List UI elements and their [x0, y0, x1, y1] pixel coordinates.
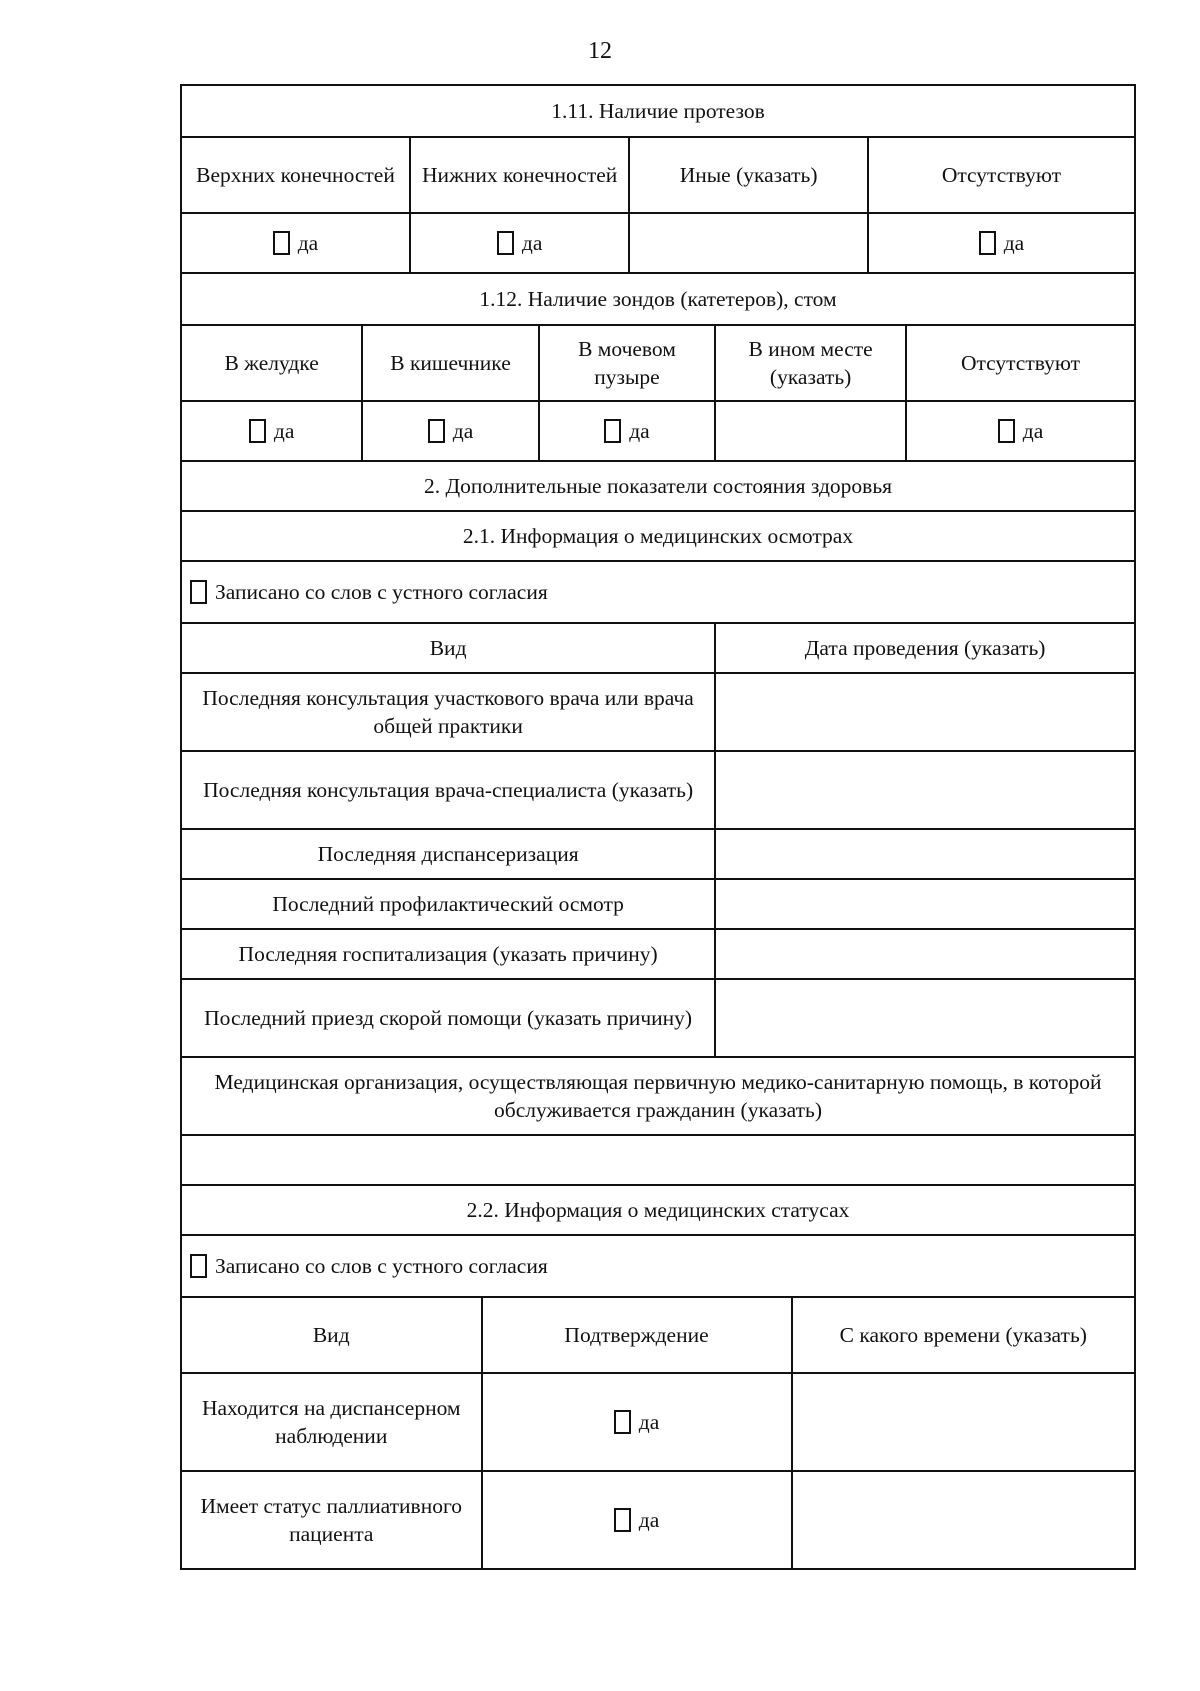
- checkbox-label: да: [273, 419, 295, 443]
- prostheses-upper-checkbox[interactable]: [273, 231, 290, 255]
- status-confirm-cell: [482, 1373, 792, 1471]
- probes-title: 1.12. Наличие зондов (катетеров), стом: [181, 273, 1135, 325]
- checkbox-label: да: [629, 419, 650, 443]
- status-palliative-checkbox[interactable]: [614, 1508, 631, 1532]
- exams-consent-label: Записано со слов с устного согласия: [215, 580, 548, 604]
- probes-col-stomach: В желудке: [181, 325, 362, 401]
- prostheses-col-upper: Верхних конечностей: [181, 137, 410, 213]
- prostheses-absent-checkbox[interactable]: [979, 231, 996, 255]
- exams-title: 2.1. Информация о медицинских осмотрах: [181, 511, 1135, 561]
- prostheses-col-lower: Нижних конечностей: [410, 137, 629, 213]
- status-since-field[interactable]: [792, 1471, 1135, 1569]
- exam-type-label: Последняя консультация участкового врача или врача общей практики: [181, 673, 715, 751]
- prostheses-lower-cell: [410, 213, 629, 273]
- checkbox-label: да: [297, 231, 319, 255]
- exam-date-field[interactable]: [715, 929, 1135, 979]
- probes-intestine-checkbox[interactable]: [428, 419, 445, 443]
- probes-stomach-checkbox[interactable]: [249, 419, 266, 443]
- exam-type-label: Последняя консультация врача-специалиста (указать): [181, 751, 715, 829]
- organization-field[interactable]: [181, 1135, 1135, 1185]
- exam-type-label: Последний приезд скорой помощи (указать причину): [181, 979, 715, 1057]
- exam-date-field[interactable]: [715, 879, 1135, 929]
- exams-col-date: Дата проведения (указать): [715, 623, 1135, 673]
- status-type-label: Находится на диспансерном наблюдении: [181, 1373, 482, 1471]
- probes-bladder-cell: [539, 401, 715, 461]
- prostheses-other-field[interactable]: [629, 213, 868, 273]
- checkbox-label: да: [638, 1508, 660, 1532]
- probes-col-intestine: В кишечнике: [362, 325, 538, 401]
- probes-other-field[interactable]: [715, 401, 906, 461]
- statuses-col-confirm: Подтверждение: [482, 1297, 792, 1373]
- exam-date-field[interactable]: [715, 829, 1135, 879]
- probes-absent-cell: [906, 401, 1135, 461]
- exams-consent-checkbox[interactable]: [190, 580, 207, 604]
- status-since-field[interactable]: [792, 1373, 1135, 1471]
- prostheses-absent-cell: [868, 213, 1135, 273]
- exams-table: [180, 460, 1136, 1186]
- probes-col-bladder: В мочевом пузыре: [539, 325, 715, 401]
- prostheses-title: 1.11. Наличие протезов: [181, 85, 1135, 137]
- prostheses-table: [180, 84, 1136, 274]
- organization-label: Медицинская организация, осуществляющая первичную медико-санитарную помощь, в которой обслуживается гражданин (указать): [181, 1057, 1135, 1135]
- prostheses-col-other: Иные (указать): [629, 137, 868, 213]
- prostheses-col-absent: Отсутствуют: [868, 137, 1135, 213]
- medical-form: [180, 84, 1136, 1570]
- exam-date-field[interactable]: [715, 751, 1135, 829]
- exam-type-label: Последняя диспансеризация: [181, 829, 715, 879]
- statuses-col-since: С какого времени (указать): [792, 1297, 1135, 1373]
- probes-stomach-cell: [181, 401, 362, 461]
- status-dispensary-checkbox[interactable]: [614, 1410, 631, 1434]
- statuses-title: 2.2. Информация о медицинских статусах: [181, 1185, 1135, 1235]
- status-type-label: Имеет статус паллиативного пациента: [181, 1471, 482, 1569]
- probes-table: [180, 272, 1136, 462]
- statuses-col-type: Вид: [181, 1297, 482, 1373]
- checkbox-label: да: [521, 231, 543, 255]
- checkbox-label: да: [638, 1410, 660, 1434]
- exam-type-label: Последний профилактический осмотр: [181, 879, 715, 929]
- probes-absent-checkbox[interactable]: [998, 419, 1015, 443]
- checkbox-label: да: [452, 419, 474, 443]
- status-confirm-cell: [482, 1471, 792, 1569]
- exam-date-field[interactable]: [715, 673, 1135, 751]
- statuses-consent-checkbox[interactable]: [190, 1254, 207, 1278]
- checkbox-label: да: [1022, 419, 1044, 443]
- exams-col-type: Вид: [181, 623, 715, 673]
- section2-title: 2. Дополнительные показатели состояния здоровья: [181, 461, 1135, 511]
- prostheses-lower-checkbox[interactable]: [497, 231, 514, 255]
- statuses-consent-cell: [181, 1235, 1135, 1297]
- statuses-consent-label: Записано со слов с устного согласия: [215, 1254, 548, 1278]
- probes-intestine-cell: [362, 401, 538, 461]
- exam-date-field[interactable]: [715, 979, 1135, 1057]
- probes-col-absent: Отсутствуют: [906, 325, 1135, 401]
- checkbox-label: да: [1003, 231, 1025, 255]
- exam-type-label: Последняя госпитализация (указать причину): [181, 929, 715, 979]
- prostheses-upper-cell: [181, 213, 410, 273]
- probes-bladder-checkbox[interactable]: [604, 419, 621, 443]
- statuses-table: [180, 1184, 1136, 1570]
- probes-col-other: В ином месте (указать): [715, 325, 906, 401]
- page-number: 12: [588, 38, 612, 64]
- exams-consent-cell: [181, 561, 1135, 623]
